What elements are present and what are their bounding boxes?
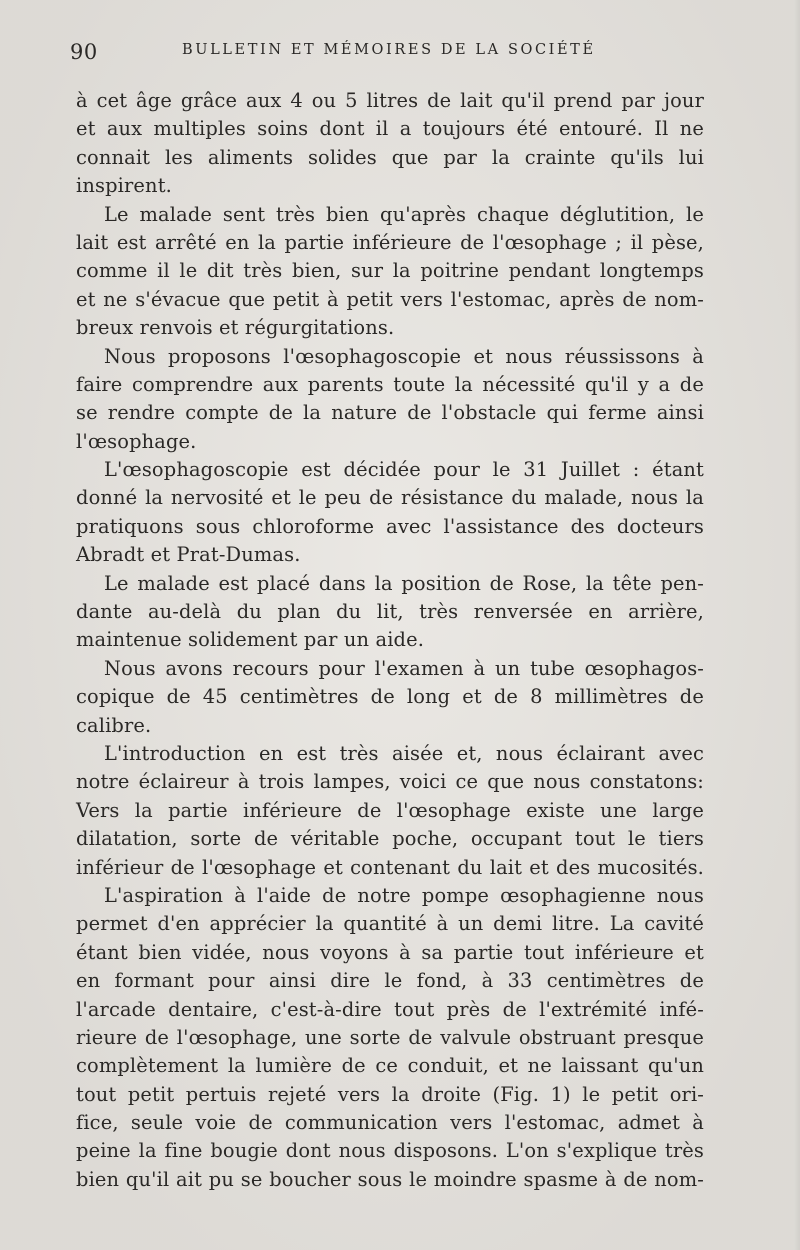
page-edge-shadow: [794, 0, 800, 1250]
paragraph-start-line: L'aspiration à l'aide de notre pompe œsophagienne nous: [104, 883, 704, 907]
text-line: maintenue solidement par un aide.: [76, 628, 425, 652]
text-line: peine la fine bougie dont nous disposons. L'on s'explique très: [76, 1139, 704, 1163]
text-line: rieure de l'œsophage, une sorte de valvule obstruant presque: [76, 1025, 704, 1049]
text-line: calibre.: [76, 713, 152, 737]
text-line: fice, seule voie de communication vers l'estomac, admet à: [76, 1111, 704, 1135]
text-line: Vers la partie inférieure de l'œsophage existe une large: [76, 798, 704, 822]
text-line: breux renvois et régurgitations.: [76, 316, 395, 340]
text-line: copique de 45 centimètres de long et de 8 millimètres de: [76, 685, 704, 709]
text-line: complètement la lumière de ce conduit, et ne laissant qu'un: [76, 1054, 704, 1078]
text-line: se rendre compte de la nature de l'obstacle qui ferme ainsi: [76, 401, 704, 425]
text-line: notre éclaireur à trois lampes, voici ce que nous constatons:: [76, 770, 704, 794]
text-line: étant bien vidée, nous voyons à sa partie tout inférieure et: [76, 940, 704, 964]
text-line: bien qu'il ait pu se boucher sous le moindre spasme à de nom-: [76, 1167, 704, 1191]
paragraph-start-line: Le malade sent très bien qu'après chaque déglutition, le: [104, 202, 704, 226]
page-header: [70, 36, 710, 66]
text-line: comme il le dit très bien, sur la poitrine pendant longtemps: [76, 259, 704, 283]
text-line: lait est arrêté en la partie inférieure de l'œsophage ; il pèse,: [76, 230, 704, 254]
text-line: et ne s'évacue que petit à petit vers l'estomac, après de nom-: [76, 287, 704, 311]
text-line: à cet âge grâce aux 4 ou 5 litres de lait qu'il prend par jour: [76, 89, 704, 112]
paragraph-start-line: L'œsophagoscopie est décidée pour le 31 Juillet : étant: [104, 458, 704, 482]
text-line: et aux multiples soins dont il a toujours été entouré. Il ne: [76, 117, 704, 141]
text-line: faire comprendre aux parents toute la nécessité qu'il y a de: [76, 372, 704, 396]
text-line: connait les aliments solides que par la crainte qu'ils lui: [76, 145, 704, 169]
text-line: donné la nervosité et le peu de résistance du malade, nous la: [76, 486, 704, 510]
text-line: dante au-delà du plan du lit, très renversée en arrière,: [76, 600, 704, 624]
paragraph-start-line: Le malade est placé dans la position de Rose, la tête pen-: [104, 571, 704, 595]
text-line: pratiquons sous chloroforme avec l'assistance des docteurs: [76, 514, 704, 538]
paragraph-start-line: Nous proposons l'œsophagoscopie et nous réussissons à: [104, 344, 704, 368]
text-line: Abradt et Prat-Dumas.: [76, 543, 301, 567]
running-head: BULLETIN ET MÉMOIRES DE LA SOCIÉTÉ: [182, 42, 596, 58]
text-line: dilatation, sorte de véritable poche, occupant tout le tiers: [76, 827, 704, 851]
paragraph-start-line: Nous avons recours pour l'examen à un tube œsophagos-: [104, 656, 704, 680]
paragraph-start-line: L'introduction en est très aisée et, nous éclairant avec: [104, 741, 704, 765]
text-line: inspirent.: [76, 174, 172, 198]
page-number: 90: [70, 40, 98, 64]
text-line: l'arcade dentaire, c'est-à-dire tout près de l'extrémité infé-: [76, 997, 704, 1021]
text-line: inférieur de l'œsophage et contenant du lait et des mucosités.: [76, 855, 704, 879]
text-line: l'œsophage.: [76, 429, 197, 453]
text-line: en formant pour ainsi dire le fond, à 33 centimètres de: [76, 969, 704, 993]
text-line: permet d'en apprécier la quantité à un demi litre. La cavité: [76, 912, 704, 936]
text-line: tout petit pertuis rejeté vers la droite (Fig. 1) le petit ori-: [76, 1082, 704, 1106]
body-text: [76, 87, 704, 1194]
